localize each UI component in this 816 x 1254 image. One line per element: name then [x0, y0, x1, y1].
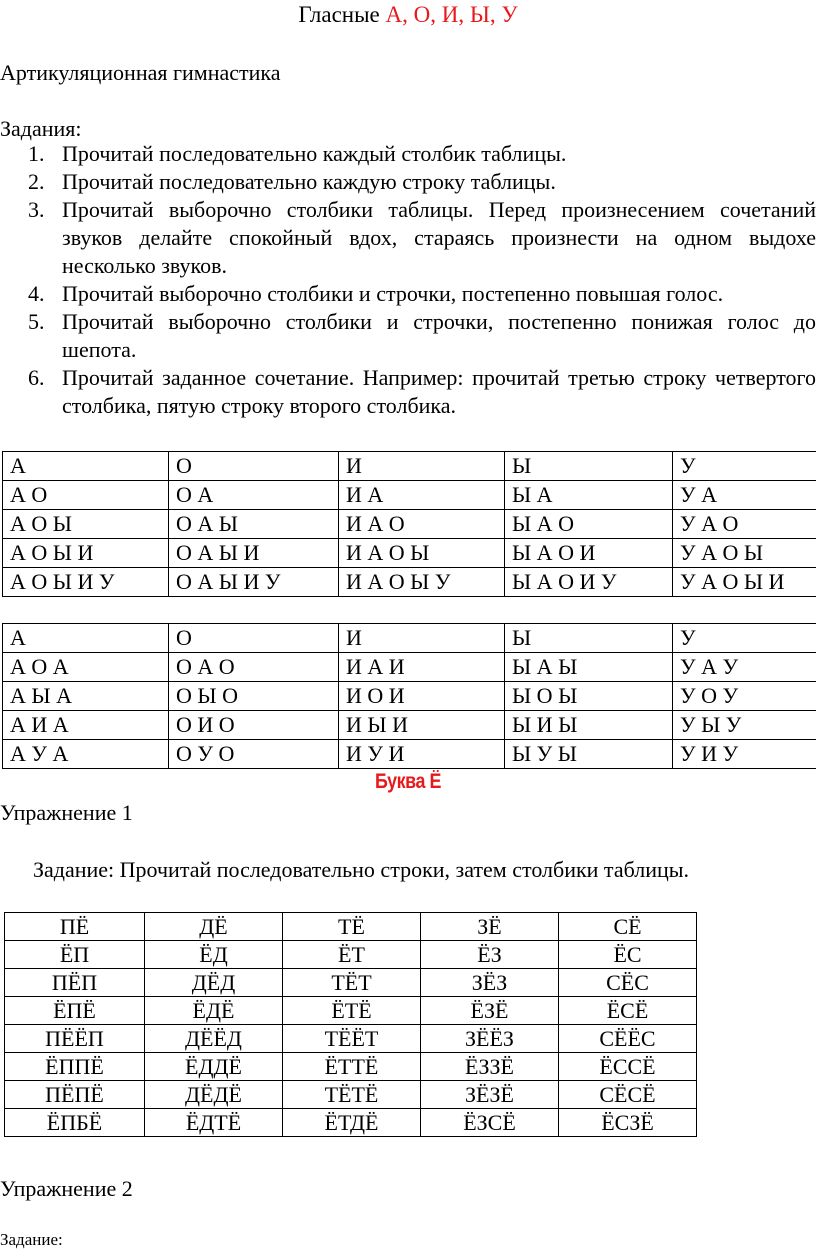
table-cell: О: [169, 624, 339, 653]
table-cell: ЁТ: [283, 941, 421, 969]
table-row: [5, 941, 697, 969]
table-cell: ПЁЁП: [5, 1025, 145, 1053]
table-cell: ЁДДЁ: [145, 1053, 283, 1081]
table-cell: Ы А О И: [505, 539, 673, 568]
table-cell: И У И: [339, 740, 505, 769]
table-cell: А: [3, 452, 169, 481]
table-cell: О: [169, 452, 339, 481]
table-cell: ЁЗЗЁ: [421, 1053, 559, 1081]
table-row: [3, 711, 816, 740]
task-text: Прочитай заданное сочетание. Например: прочитай третью строку четвертого столбика, пятую строку второго столбика.: [62, 365, 816, 418]
table-cell: ТЁТЁ: [283, 1081, 421, 1109]
title-prefix: Гласные: [298, 2, 386, 27]
table-cell: СЁСЁ: [559, 1081, 697, 1109]
table-cell: О А: [169, 481, 339, 510]
table-cell: ТЁТ: [283, 969, 421, 997]
table-row: [5, 1025, 697, 1053]
table-cell: У А О: [673, 510, 816, 539]
table-cell: ЁПБЁ: [5, 1109, 145, 1137]
table-cell: ПЁПЁ: [5, 1081, 145, 1109]
table-cell: ЁПЁ: [5, 997, 145, 1025]
table-cell: ЁДТЁ: [145, 1109, 283, 1137]
table-row: [3, 682, 816, 711]
table-cell: Ы У Ы: [505, 740, 673, 769]
table-cell: СЁЁС: [559, 1025, 697, 1053]
table-cell: ЁС: [559, 941, 697, 969]
table-cell: ЗЁЗЁ: [421, 1081, 559, 1109]
table-cell: Ы: [505, 624, 673, 653]
table-cell: Ы А: [505, 481, 673, 510]
table-cell: Ы О Ы: [505, 682, 673, 711]
tasks-label: Задания:: [0, 116, 82, 141]
table-row: [3, 740, 816, 769]
table-cell: У А О Ы И: [673, 568, 816, 597]
table-cell: СЁС: [559, 969, 697, 997]
table-cell: ЁССЁ: [559, 1053, 697, 1081]
table-cell: И: [339, 624, 505, 653]
table-cell: ТЁЁТ: [283, 1025, 421, 1053]
table-cell: А О Ы: [3, 510, 169, 539]
table-cell: ДЁЁД: [145, 1025, 283, 1053]
table-cell: А Ы А: [3, 682, 169, 711]
table-cell: А О Ы И У: [3, 568, 169, 597]
table-cell: Ы И Ы: [505, 711, 673, 740]
task-text: Прочитай выборочно столбики таблицы. Перед произнесением сочетаний звуков делайте спокойный вдох, стараясь произнести на одном выдохе несколько звуков.: [62, 197, 816, 278]
task-number: 4.: [28, 281, 45, 306]
table-cell: О И О: [169, 711, 339, 740]
table-cell: ДЁДЁ: [145, 1081, 283, 1109]
table-cell: ДЁД: [145, 969, 283, 997]
table-cell: И А О: [339, 510, 505, 539]
table-cell: И Ы И: [339, 711, 505, 740]
exercise-1-heading: Упражнение 1: [0, 800, 133, 825]
table-cell: ЁДЁ: [145, 997, 283, 1025]
table-row: [3, 539, 816, 568]
table-cell: А: [3, 624, 169, 653]
table-row: [3, 481, 816, 510]
task-item: [0, 364, 816, 420]
table-cell: ЗЁЗ: [421, 969, 559, 997]
table-cell: ДЁ: [145, 913, 283, 941]
task-number: 1.: [28, 141, 45, 166]
table-row: [3, 653, 816, 682]
table-row: [5, 1081, 697, 1109]
table-cell: ПЁП: [5, 969, 145, 997]
title-letters: А, О, И, Ы, У: [385, 2, 518, 27]
table-row: [3, 568, 816, 597]
table-cell: О А Ы И: [169, 539, 339, 568]
task-number: 2.: [28, 169, 45, 194]
table-cell: У А О Ы: [673, 539, 816, 568]
table-cell: ЁППЁ: [5, 1053, 145, 1081]
table-cell: О А Ы: [169, 510, 339, 539]
table-cell: И А О Ы У: [339, 568, 505, 597]
table-cell: ЁП: [5, 941, 145, 969]
table-cell: А О Ы И: [3, 539, 169, 568]
table-cell: У: [673, 624, 816, 653]
table-row: [5, 1053, 697, 1081]
table-cell: ЗЁ: [421, 913, 559, 941]
task-text: Прочитай выборочно столбики и строчки, постепенно повышая голос.: [62, 281, 724, 306]
vowel-table-1: [2, 451, 816, 597]
table-cell: СЁ: [559, 913, 697, 941]
table-row: [3, 510, 816, 539]
section-heading-gymnastics: Артикуляционная гимнастика: [0, 60, 281, 85]
table-row: [5, 1109, 697, 1137]
task-item: [0, 168, 816, 196]
table-cell: У А: [673, 481, 816, 510]
table-cell: У И У: [673, 740, 816, 769]
table-cell: А И А: [3, 711, 169, 740]
table-row: [3, 452, 816, 481]
task-item: [0, 196, 816, 280]
table-row: [5, 997, 697, 1025]
task-item: [0, 280, 816, 308]
table-cell: ЁТТЁ: [283, 1053, 421, 1081]
table-cell: Ы: [505, 452, 673, 481]
section-heading-letter-yo: Буква Ё: [374, 770, 442, 793]
table-cell: Ы А О: [505, 510, 673, 539]
vowel-table-2: [2, 623, 816, 769]
table-cell: А О А: [3, 653, 169, 682]
table-cell: ЗЁЁЗ: [421, 1025, 559, 1053]
table-cell: ЁСЗЁ: [559, 1109, 697, 1137]
syllable-table: [4, 912, 697, 1137]
task-text: Прочитай выборочно столбики и строчки, постепенно понижая голос до шепота.: [62, 309, 816, 362]
table-cell: ПЁ: [5, 913, 145, 941]
exercise-2-task: Задание:: [0, 1230, 63, 1249]
table-cell: ЁТДЁ: [283, 1109, 421, 1137]
task-text: Прочитай последовательно каждую строку таблицы.: [62, 169, 556, 194]
task-number: 3.: [28, 197, 45, 222]
exercise-2-heading: Упражнение 2: [0, 1176, 133, 1201]
table-cell: У О У: [673, 682, 816, 711]
task-list: [0, 140, 816, 420]
table-cell: О Ы О: [169, 682, 339, 711]
task-number: 5.: [28, 309, 45, 334]
table-cell: У Ы У: [673, 711, 816, 740]
table-cell: А О: [3, 481, 169, 510]
table-cell: ЁЗЁ: [421, 997, 559, 1025]
exercise-1-task: Задание: Прочитай последовательно строки, затем столбики таблицы.: [33, 857, 690, 882]
table-cell: Ы А О И У: [505, 568, 673, 597]
task-item: [0, 140, 816, 168]
table-cell: ТЁ: [283, 913, 421, 941]
table-cell: И: [339, 452, 505, 481]
table-cell: О А Ы И У: [169, 568, 339, 597]
task-item: [0, 308, 816, 364]
table-cell: У: [673, 452, 816, 481]
page-title: [0, 2, 816, 28]
table-cell: И А И: [339, 653, 505, 682]
table-cell: ЁСЁ: [559, 997, 697, 1025]
table-cell: И О И: [339, 682, 505, 711]
table-cell: ЁД: [145, 941, 283, 969]
task-number: 6.: [28, 365, 45, 390]
table-cell: Ы А Ы: [505, 653, 673, 682]
table-row: [5, 969, 697, 997]
table-cell: И А: [339, 481, 505, 510]
table-cell: О У О: [169, 740, 339, 769]
table-row: [5, 913, 697, 941]
table-cell: И А О Ы: [339, 539, 505, 568]
table-cell: У А У: [673, 653, 816, 682]
table-cell: ЁТЁ: [283, 997, 421, 1025]
table-cell: А У А: [3, 740, 169, 769]
table-cell: ЁЗСЁ: [421, 1109, 559, 1137]
table-cell: О А О: [169, 653, 339, 682]
task-text: Прочитай последовательно каждый столбик таблицы.: [62, 141, 567, 166]
table-cell: ЁЗ: [421, 941, 559, 969]
table-row: [3, 624, 816, 653]
